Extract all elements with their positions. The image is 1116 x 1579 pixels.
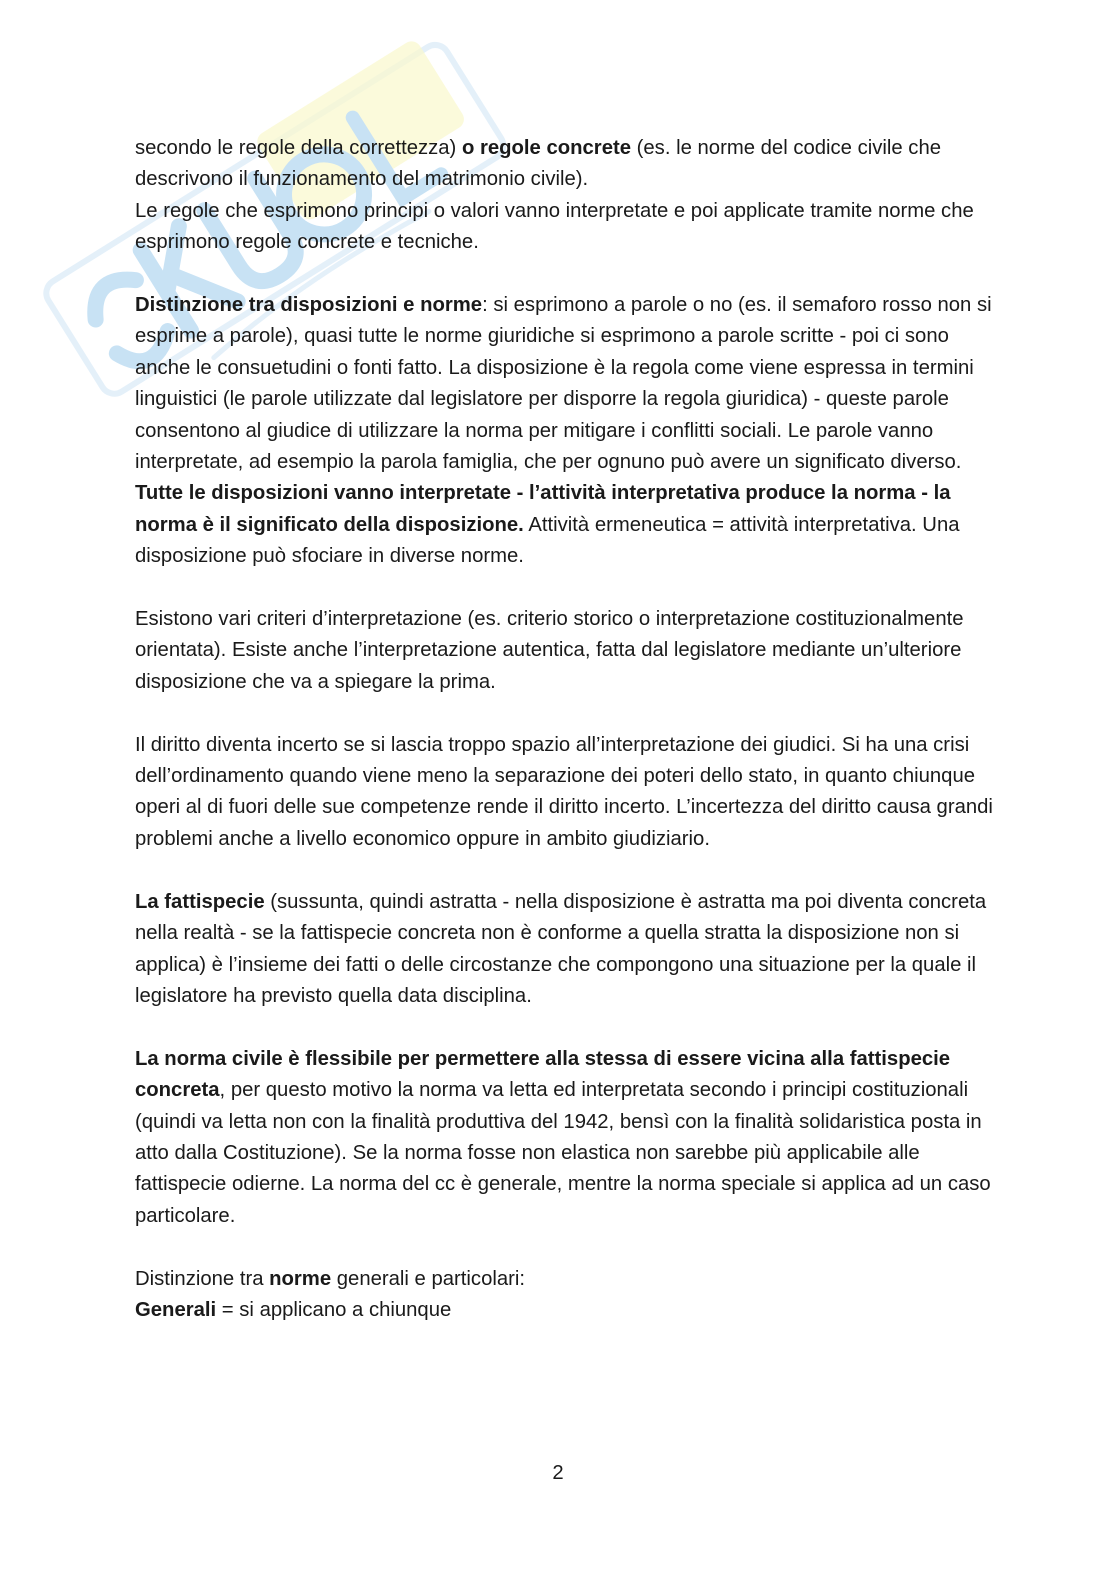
text-run: = si applicano a chiunque (216, 1298, 452, 1321)
text-run: generali e particolari: (331, 1267, 526, 1290)
paragraph-norma-civile-flessibile (135, 1044, 995, 1232)
paragraph-disposizioni-norme (135, 290, 995, 573)
bold-text: norme (269, 1267, 332, 1290)
text-run: : si esprimono a parole o no (es. il semaforo rosso non si esprime a parole), quasi tutte le norme giuridiche si esprimono a parole scritte - poi ci sono anche le consuetudini o fonti fatto. La disposizione è la regola come viene espressa in termini linguistici (le parole utilizzate dal legislatore per disporre la regola giuridica) - queste parole consentono al giudice di utilizzare la norma per mitigare i conflitti sociali. Le parole vanno interpretate, ad esempio la parola famiglia, che per ognuno può avere un significato diverso. (135, 294, 992, 474)
paragraph-criteri-interpretazione (135, 604, 995, 698)
text-run: (es. le norme del codice civile che descrivono il funzionamento del matrimonio civile). (135, 137, 942, 191)
text-run: Le regole che esprimono principi o valori vanno interpretate e poi applicate tramite norme che esprimono regole concrete e tecniche. (135, 199, 974, 254)
bold-text: Tutte le disposizioni vanno interpretate - l’attività interpretativa produce la norma - la norma è il significato della disposizione. (135, 482, 951, 536)
paragraph-norme-generali-particolari (135, 1264, 995, 1327)
bold-text: Generali (135, 1298, 217, 1321)
bold-text: La norma civile è flessibile per permettere alla stessa di essere vicina alla fattispecie concreta (135, 1047, 951, 1102)
text-run: Distinzione tra (135, 1267, 270, 1290)
paragraph-incertezza-diritto (135, 730, 995, 856)
text-run: Esistono vari criteri d’interpretazione (es. criterio storico o interpretazione costituzionalmente orientata). Esiste anche l’interpretazione autentica, fatta dal legislatore mediante un’ulteriore disposizione che va a spiegare la prima. (135, 608, 964, 693)
text-run: Il diritto diventa incerto se si lascia troppo spazio all’interpretazione dei giudici. Si ha una crisi dell’ordinamento quando viene meno la separazione dei poteri dello stato, in quanto chiunque operi al di fuori delle sue competenze rende il diritto incerto. L’incertezza del diritto causa grandi problemi anche a livello economico oppure in ambito giudiziario. (135, 733, 993, 850)
bold-text: Distinzione tra disposizioni e norme (135, 294, 483, 317)
bold-text: o regole concrete (461, 137, 632, 159)
paragraph-regole-concrete (135, 133, 995, 259)
text-run: Attività ermeneutica = attività interpretativa. Una disposizione può sfociare in diverse norme. (135, 513, 960, 568)
document-body (135, 133, 995, 1326)
text-run: (sussunta, quindi astratta - nella disposizione è astratta ma poi diventa concreta nella realtà - se la fattispecie concreta non è conforme a quella stratta la disposizione non si applica) è l’insieme dei fatti o delle circostanze che compongono una situazione per la quale il legislatore ha previsto quella data disciplina. (135, 890, 987, 1007)
bold-text: La fattispecie (135, 890, 265, 913)
text-run: secondo le regole della correttezza) (135, 137, 462, 159)
page-number: 2 (552, 1462, 564, 1484)
text-run: , per questo motivo la norma va letta ed interpretata secondo i principi costituzionali (quindi va letta non con la finalità produttiva del 1942, bensì con la finalità solidaristica posta in atto dalla Costituzione). Se la norma fosse non elastica non sarebbe più applicabile alle fattispecie odierne. La norma del cc è generale, mentre la norma speciale si applica ad un caso particolare. (135, 1079, 991, 1227)
paragraph-fattispecie (135, 887, 995, 1013)
